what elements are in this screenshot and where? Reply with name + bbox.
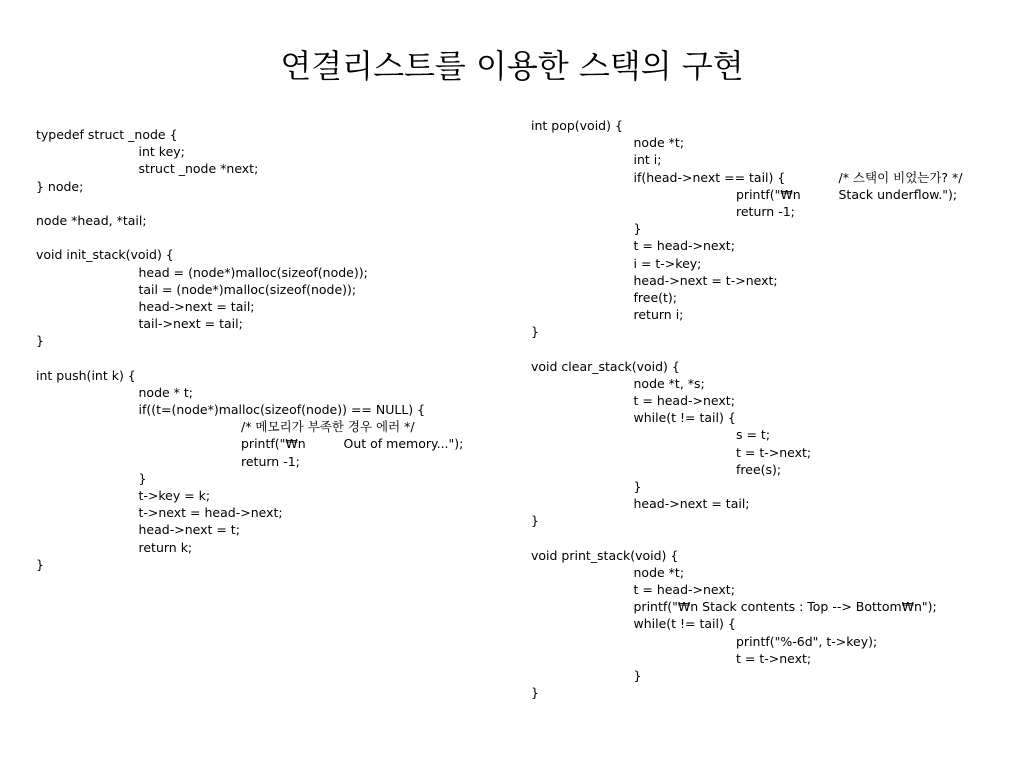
code-text: t->next = head->next; [138, 505, 283, 521]
slide-title: 연결리스트를 이용한 스택의 구현 [280, 47, 744, 85]
code-text: free(t); [633, 289, 678, 305]
code-text: /* 메모리가 부족한 경우 에러 */ [241, 419, 415, 435]
code-text: Out of memory..."); [343, 436, 464, 452]
code-text: head = (node*)malloc(sizeof(node)); [138, 264, 368, 280]
code-text: head->next = t; [138, 522, 240, 538]
code-text: int pop(void) { [531, 118, 623, 133]
code-text: } [633, 221, 642, 237]
code-text: t = t->next; [736, 650, 812, 666]
code-text: tail->next = tail; [138, 316, 243, 332]
code-text: node *t; [633, 135, 685, 151]
code-text: } [531, 685, 539, 701]
code-text: printf("₩n [736, 186, 801, 202]
code-text: t = head->next; [633, 393, 735, 408]
code-text: node *t, *s; [633, 375, 705, 391]
code-text: typedef struct _node { [36, 127, 178, 142]
code-text: node *head, *tail; [36, 212, 147, 228]
code-text: i = t->key; [633, 255, 702, 271]
code-text: head->next = tail; [138, 298, 255, 314]
code-text: } [633, 478, 642, 494]
code-text: int i; [633, 152, 662, 168]
code-text: node * t; [138, 384, 194, 400]
code-text: node *t; [633, 564, 685, 580]
code-text: while(t != tail) { [633, 616, 736, 632]
code-text: } [36, 556, 44, 572]
code-text: Stack underflow."); [838, 186, 958, 202]
code-text: t = t->next; [736, 444, 812, 460]
code-text: tail = (node*)malloc(sizeof(node)); [138, 281, 357, 297]
code-text: return k; [138, 539, 193, 555]
code-text: } node; [36, 178, 84, 194]
code-text: int key; [138, 144, 185, 160]
code-text: return i; [633, 307, 684, 323]
code-text: if(head->next == tail) { [633, 169, 786, 185]
code-text: struct _node *next; [138, 161, 259, 177]
code-text: s = t; [736, 427, 771, 443]
code-text: printf("%-6d", t->key); [736, 633, 878, 649]
code-text: t = head->next; [633, 238, 735, 254]
code-text: } [633, 668, 642, 683]
code-text: if((t=(node*)malloc(sizeof(node)) == NULL) { [138, 402, 426, 417]
code-text: int push(int k) { [36, 367, 136, 383]
code-text: while(t != tail) { [633, 410, 736, 426]
code-text: void init_stack(void) { [36, 247, 174, 263]
code-text: } [138, 470, 147, 486]
code-text: head->next = t->next; [633, 272, 778, 288]
code-text: } [531, 324, 539, 340]
code-text: void clear_stack(void) { [531, 358, 680, 374]
code-text: return -1; [241, 453, 300, 469]
code-text: t = head->next; [633, 582, 735, 598]
code-text: } [531, 513, 539, 529]
code-text: free(s); [736, 461, 782, 477]
code-text: t->key = k; [138, 487, 211, 503]
code-text: } [36, 333, 44, 349]
code-text: printf("₩n Stack contents : Top --> Bottom₩n"); [633, 599, 937, 615]
code-text: /* 스택이 비었는가? */ [838, 169, 963, 185]
code-text: void print_stack(void) { [531, 547, 679, 563]
code-text: return -1; [736, 203, 795, 219]
code-text: head->next = tail; [633, 496, 750, 512]
code-text: printf("₩n [241, 436, 306, 452]
